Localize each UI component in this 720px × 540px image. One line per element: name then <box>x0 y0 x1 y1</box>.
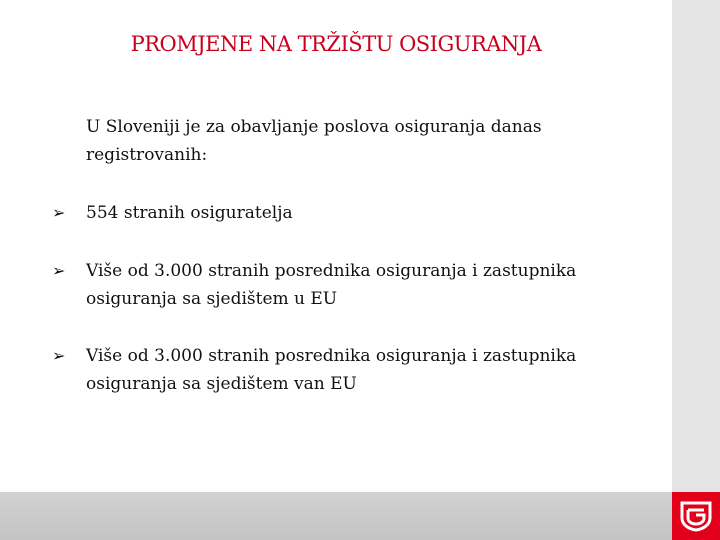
slide-title: PROMJENE NA TRŽIŠTU OSIGURANJA <box>130 32 542 56</box>
right-sidebar-band <box>672 0 720 540</box>
bullet-text: Više od 3.000 stranih posrednika osiguranja i zastupnika osiguranja sa sjedištem u EU <box>86 261 577 309</box>
company-logo <box>672 492 720 540</box>
arrow-bullet-icon: ➢ <box>52 346 66 365</box>
arrow-bullet-icon: ➢ <box>52 203 66 222</box>
bullet-item <box>52 342 612 398</box>
arrow-bullet-icon: ➢ <box>52 261 66 280</box>
bullet-text: 554 stranih osiguratelja <box>86 203 293 223</box>
bullet-text: Više od 3.000 stranih posrednika osiguranja i zastupnika osiguranja sa sjedištem van EU <box>86 346 577 394</box>
footer-band <box>0 492 672 540</box>
intro-text: U Sloveniji je za obavljanje poslova osiguranja danas registrovanih: <box>86 117 542 165</box>
company-logo-icon <box>679 500 713 532</box>
bullet-item <box>52 257 612 313</box>
bullet-item <box>52 199 612 227</box>
